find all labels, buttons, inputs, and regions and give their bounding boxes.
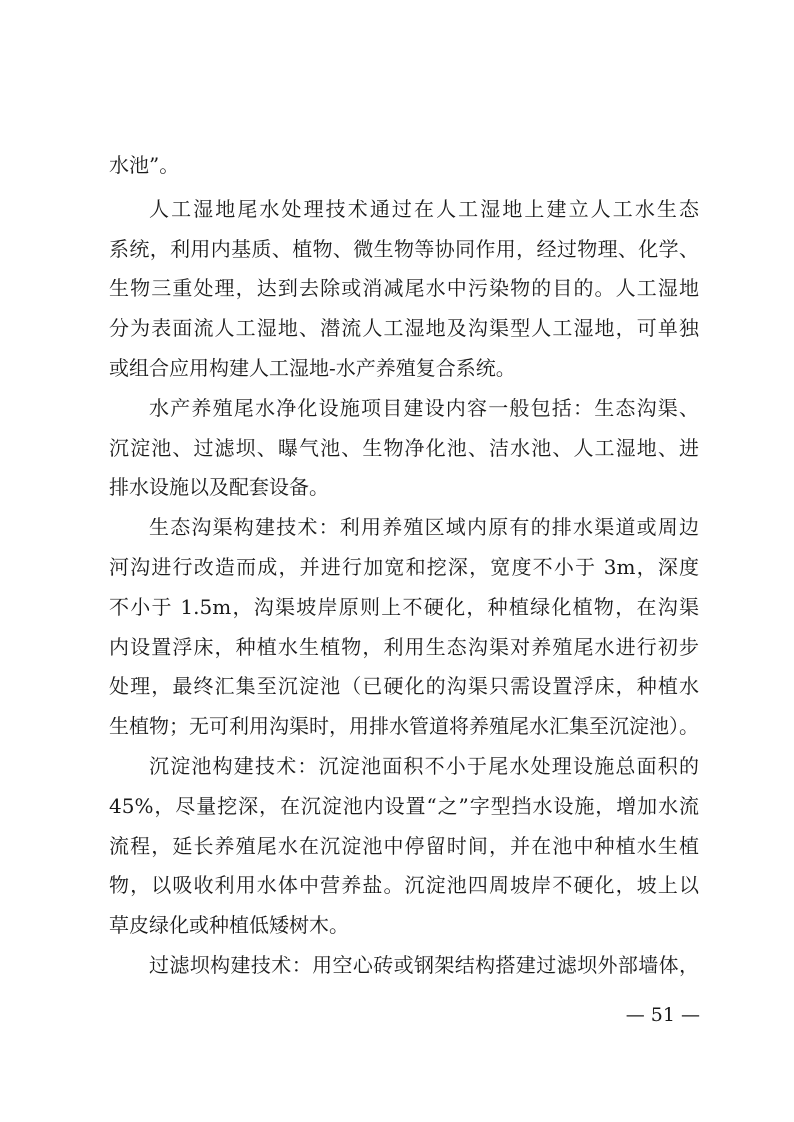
text-line: 或组合应用构建人工湿地-水产养殖复合系统。 — [109, 356, 516, 380]
text-line: 45%，尽量挖深，在沉淀池内设置“之”字型挡水设施，增加水流 — [109, 794, 699, 818]
page-number: — 51 — — [625, 1004, 700, 1026]
text-line: 流程，延长养殖尾水在沉淀池中停留时间，并在池中种植水生植 — [109, 834, 699, 858]
text-line: 生物三重处理，达到去除或消减尾水中污染物的目的。人工湿地 — [109, 276, 699, 300]
text-line: 过滤坝构建技术：用空心砖或钢架结构搭建过滤坝外部墙体， — [149, 953, 699, 977]
text-line: 河沟进行改造而成，并进行加宽和挖深，宽度不小于 3m，深度 — [109, 555, 699, 579]
text-line: 人工湿地尾水处理技术通过在人工湿地上建立人工水生态 — [149, 197, 699, 221]
text-line: 水池”。 — [109, 153, 180, 177]
text-line: 不小于 1.5m，沟渠坡岸原则上不硬化，种植绿化植物，在沟渠 — [109, 595, 699, 619]
text-line: 水产养殖尾水净化设施项目建设内容一般包括：生态沟渠、 — [149, 396, 699, 420]
text-line: 分为表面流人工湿地、潜流人工湿地及沟渠型人工湿地，可单独 — [109, 316, 699, 340]
text-line: 排水设施以及配套设备。 — [109, 475, 329, 499]
text-line: 内设置浮床，种植水生植物，利用生态沟渠对养殖尾水进行初步 — [109, 635, 699, 659]
text-line: 生态沟渠构建技术：利用养殖区域内原有的排水渠道或周边 — [149, 515, 699, 539]
text-line: 沉淀池、过滤坝、曝气池、生物净化池、洁水池、人工湿地、进 — [109, 436, 699, 460]
text-line: 沉淀池构建技术：沉淀池面积不小于尾水处理设施总面积的 — [149, 754, 699, 778]
text-line: 物，以吸收利用水体中营养盐。沉淀池四周坡岸不硬化，坡上以 — [109, 873, 699, 897]
text-line: 生植物；无可利用沟渠时，用排水管道将养殖尾水汇集至沉淀池）。 — [109, 714, 699, 738]
text-line: 系统，利用内基质、植物、微生物等协同作用，经过物理、化学、 — [109, 237, 699, 261]
text-line: 处理，最终汇集至沉淀池（已硬化的沟渠只需设置浮床，种植水 — [109, 674, 699, 698]
text-line: 草皮绿化或种植低矮树木。 — [109, 913, 349, 937]
